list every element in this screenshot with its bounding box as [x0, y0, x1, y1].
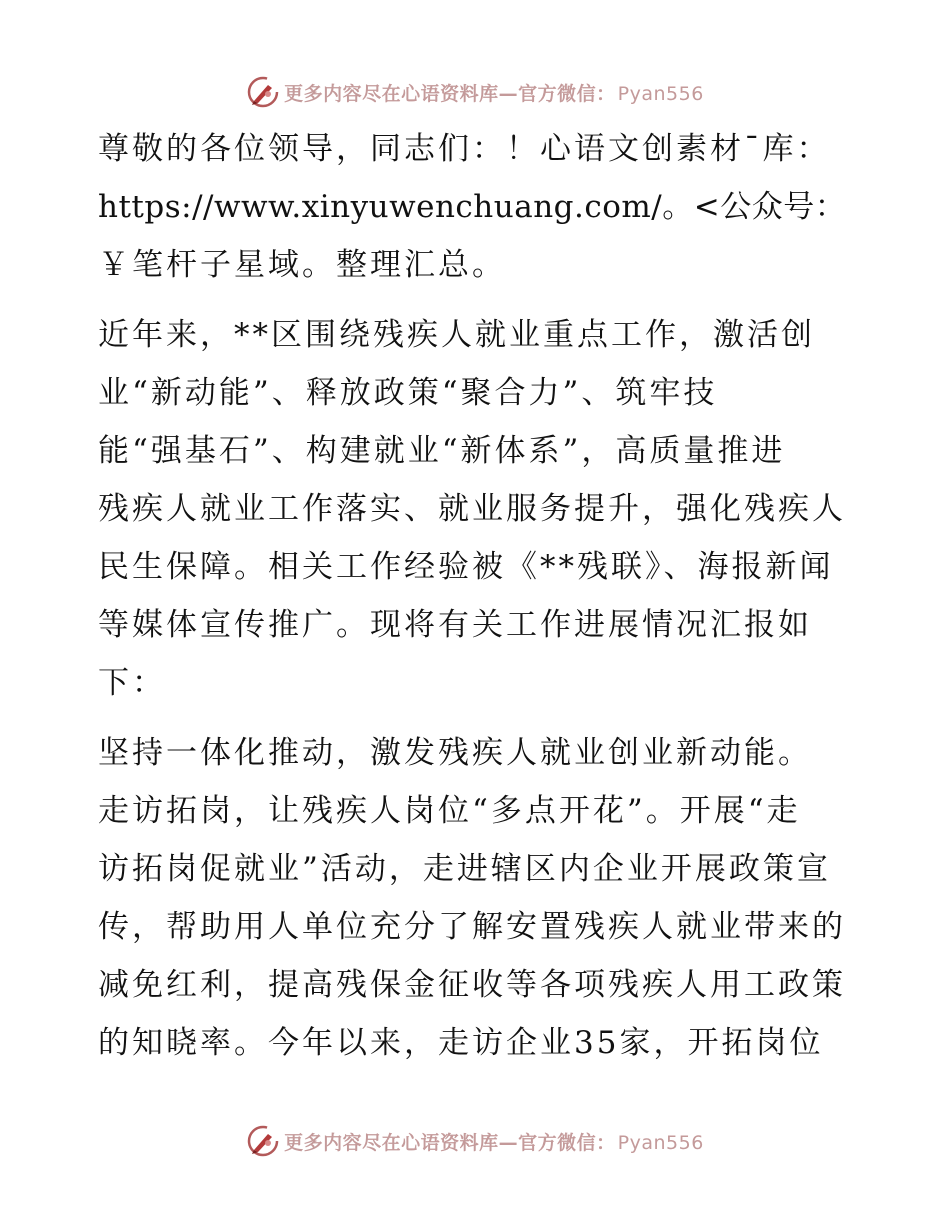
text-line: 坚持一体化推动，激发残疾人就业创业新动能。: [98, 735, 812, 771]
text-line: 残疾人就业工作落实、就业服务提升，强化残疾人: [98, 491, 846, 527]
text-line: https://www.xinyuwenchuang.com/。<公众号：: [98, 189, 847, 225]
text-line: 访拓岗促就业”活动，走进辖区内企业开展政策宣: [98, 851, 831, 887]
header-banner: [0, 72, 950, 112]
paragraph-greeting: [98, 120, 850, 294]
pen-logo-icon: [246, 1124, 280, 1158]
text-line: 走访拓岗，让残疾人岗位“多点开花”。开展“走: [98, 793, 801, 829]
document-body: [98, 120, 850, 1084]
text-line: 近年来，**区围绕残疾人就业重点工作，激活创: [98, 317, 815, 353]
footer-banner: [0, 1121, 950, 1161]
text-line: 传，帮助用人单位充分了解安置残疾人就业带来的: [98, 909, 846, 945]
pen-logo-icon: [246, 75, 280, 109]
text-line: 等媒体宣传推广。现将有关工作进展情况汇报如: [98, 607, 812, 643]
text-line: 能“强基石”、构建就业“新体系”，高质量推进: [98, 433, 786, 469]
header-brand-text: 更多内容尽在心语资料库—官方微信：: [284, 82, 616, 105]
text-line: 减免红利，提高残保金征收等各项残疾人用工政策: [98, 967, 846, 1003]
paragraph-section-one: [98, 724, 850, 1072]
header-wechat-id: Pyan556: [617, 82, 704, 105]
footer-wechat-id: Pyan556: [617, 1131, 704, 1154]
paragraph-intro: [98, 306, 850, 712]
text-line: ￥笔杆子星域。整理汇总。: [98, 247, 506, 283]
text-line: 的知晓率。今年以来，走访企业35家，开拓岗位: [98, 1025, 824, 1061]
text-line: 下：: [98, 665, 166, 701]
text-line: 业“新动能”、释放政策“聚合力”、筑牢技: [98, 375, 718, 411]
text-line: 尊敬的各位领导，同志们：！心语文创素材¯库：: [98, 131, 831, 167]
footer-brand-text: 更多内容尽在心语资料库—官方微信：: [284, 1131, 616, 1154]
text-line: 民生保障。相关工作经验被《**残联》、海报新闻: [98, 549, 834, 585]
